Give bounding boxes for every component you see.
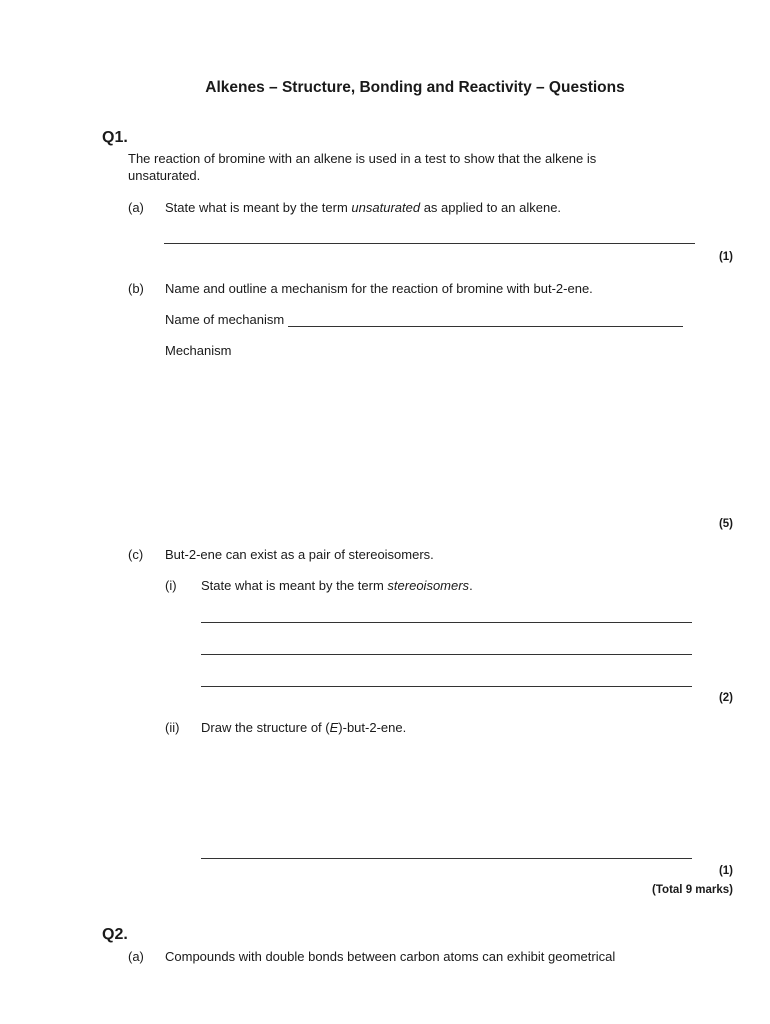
part-a-text-end: as applied to an alkene. <box>420 200 562 215</box>
marks-a: (1) <box>718 251 733 263</box>
part-a-italic-term: unsaturated <box>351 200 421 215</box>
part-c-ii-text-end: )-but-2-ene. <box>338 720 407 735</box>
mechanism-label: Mechanism <box>165 343 232 358</box>
q2-part-a-label: (a) <box>128 949 144 964</box>
part-c-i-label: (i) <box>165 578 177 593</box>
part-c-ii-label: (ii) <box>165 720 180 735</box>
mechanism-drawing-area[interactable] <box>165 362 695 512</box>
part-c-i-question <box>201 578 473 593</box>
part-b-question: Name and outline a mechanism for the reaction of bromine with but-2-ene. <box>165 281 593 296</box>
total-marks: (Total 9 marks) <box>652 884 733 896</box>
part-a-text-start: State what is meant by the term <box>165 200 352 215</box>
structure-drawing-area[interactable] <box>201 742 692 852</box>
answer-line-c-i-3[interactable] <box>201 686 692 687</box>
part-c-ii-italic-term: E <box>329 720 339 735</box>
part-c-label: (c) <box>128 547 144 562</box>
question-1-number: Q1. <box>102 129 128 146</box>
marks-c-i: (2) <box>718 692 733 704</box>
part-c-ii-text-start: Draw the structure of ( <box>201 720 330 735</box>
q2-part-a-question: Compounds with double bonds between carbon atoms can exhibit geometrical <box>165 949 616 964</box>
part-c-i-text-end: . <box>469 578 473 593</box>
marks-c-ii: (1) <box>718 865 733 877</box>
part-b-label: (b) <box>128 281 144 296</box>
answer-line-c-ii[interactable] <box>201 858 692 859</box>
part-a-label: (a) <box>128 200 144 215</box>
mechanism-name-label: Name of mechanism <box>165 312 285 327</box>
question-2-number: Q2. <box>102 926 128 943</box>
answer-line-c-i-2[interactable] <box>201 654 692 655</box>
part-c-i-italic-term: stereoisomers <box>387 578 470 593</box>
part-c-ii-question <box>201 720 406 735</box>
mechanism-name-answer-line[interactable] <box>288 326 683 327</box>
part-a-question <box>165 200 561 215</box>
part-c-i-text-start: State what is meant by the term <box>201 578 388 593</box>
answer-line-c-i-1[interactable] <box>201 622 692 623</box>
marks-b: (5) <box>718 518 733 530</box>
page-title: Alkenes – Structure, Bonding and Reactivity – Questions <box>205 79 625 96</box>
mechanism-name-row <box>165 312 683 327</box>
answer-line-a[interactable] <box>164 243 695 244</box>
part-c-question: But-2-ene can exist as a pair of stereoisomers. <box>165 547 434 562</box>
question-1-intro: The reaction of bromine with an alkene is used in a test to show that the alkene is unsaturated. <box>128 151 597 183</box>
